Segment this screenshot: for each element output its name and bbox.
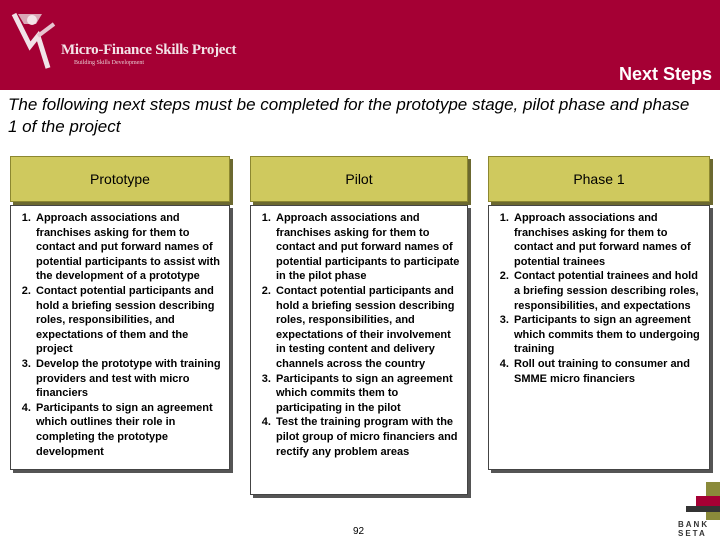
list-item: 2. Contact potential participants and hold a briefing session describing roles, responsibilities, and expectations of their involvement in testing content and delivery channels across the country (274, 284, 462, 372)
bank-seta-logo-text (678, 520, 709, 538)
list-item: 4. Participants to sign an agreement which outlines their role in completing the prototype development (34, 401, 224, 459)
list-item: 1. Approach associations and franchises asking for them to contact and put forward names of potential participants to assist with the development of a prototype (34, 211, 224, 284)
list-item: 4. Roll out training to consumer and SMME micro financiers (512, 357, 704, 386)
header-bar (0, 0, 720, 90)
column-body-pilot (250, 205, 468, 495)
bank-seta-line-2: SETA (678, 529, 707, 538)
column-body-phase-1 (488, 205, 710, 470)
list-item: 3. Participants to sign an agreement which commits them to participating in the pilot (274, 372, 462, 416)
steps-list-prototype (18, 211, 224, 459)
list-item: 2. Contact potential participants and hold a briefing session describing roles, responsibilities, and expectations of them and the project (34, 284, 224, 357)
steps-list-phase-1 (496, 211, 704, 386)
page-title: Next Steps (618, 64, 712, 84)
list-item: 4. Test the training program with the pilot group of micro financiers and rectify any problem areas (274, 415, 462, 459)
logo-subtitle: Building Skills Development (74, 60, 144, 66)
list-item: 3. Develop the prototype with training providers and test with micro financiers (34, 357, 224, 401)
intro-text: The following next steps must be completed for the prototype stage, pilot phase and phase 1 of the project (8, 95, 690, 136)
column-heading-prototype: Prototype (10, 156, 230, 202)
page-number: 92 (353, 526, 365, 537)
list-item: 2. Contact potential trainees and hold a briefing session describing roles, responsibilities, and expectations (512, 269, 704, 313)
list-item: 3. Participants to sign an agreement which commits them to undergoing training (512, 313, 704, 357)
bank-seta-line-1: BANK (678, 520, 710, 529)
logo-emblem-icon (8, 6, 68, 76)
list-item: 1. Approach associations and franchises asking for them to contact and put forward names of potential trainees (512, 211, 704, 269)
column-heading-phase-1: Phase 1 (488, 156, 710, 202)
logo-title: Micro-Finance Skills Project (61, 42, 237, 58)
list-item: 1. Approach associations and franchises asking for them to contact and put forward names of potential participants to participate in the pilot phase (274, 211, 462, 284)
steps-list-pilot (258, 211, 462, 459)
column-body-prototype (10, 205, 230, 470)
micro-finance-logo (8, 6, 237, 76)
column-heading-pilot: Pilot (250, 156, 468, 202)
bank-seta-emblem-icon (676, 482, 720, 520)
